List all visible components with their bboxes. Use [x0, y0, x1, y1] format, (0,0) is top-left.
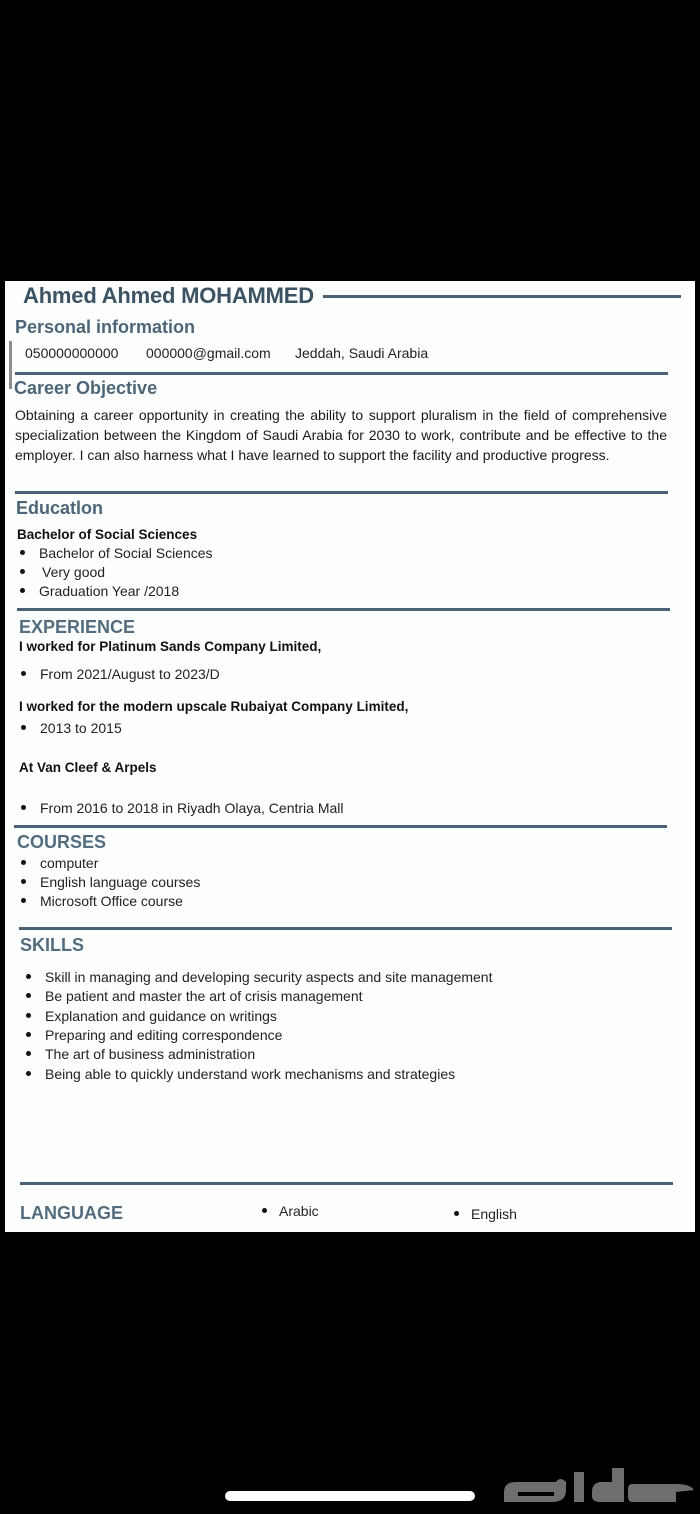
- education-item: [20, 545, 213, 561]
- skill-item: [26, 988, 363, 1004]
- personal-info-heading: Personal information: [15, 317, 196, 337]
- job-detail-text: From 2016 to 2018 in Riyadh Olaya, Centria Mall: [40, 800, 344, 816]
- course-item-text: computer: [40, 855, 99, 871]
- education-item-text: Very good: [42, 564, 106, 580]
- education-heading: Educatlon: [16, 498, 104, 518]
- section-divider: [17, 608, 670, 611]
- education-degree: Bachelor of Social Sciences: [17, 527, 198, 542]
- career-objective-heading: Career Objective: [14, 378, 158, 398]
- job-title: At Van Cleef & Arpels: [19, 760, 157, 775]
- education-item-text: Graduation Year /2018: [39, 583, 180, 599]
- job-title: I worked for Platinum Sands Company Limited,: [19, 639, 322, 654]
- skill-item-text: Preparing and editing correspondence: [45, 1027, 283, 1043]
- course-item-text: Microsoft Office course: [40, 893, 183, 909]
- course-item: [21, 874, 200, 890]
- skill-item: [26, 1066, 455, 1082]
- skill-item: [26, 969, 493, 985]
- skill-item: [26, 1046, 255, 1062]
- bullet-icon: [454, 1211, 459, 1216]
- skill-item: [26, 1008, 277, 1024]
- bullet-icon: [26, 1051, 31, 1056]
- courses-heading: COURSES: [17, 832, 107, 852]
- course-item: [21, 893, 183, 909]
- logo-shape-1: [504, 1479, 566, 1502]
- language-heading: LANGUAGE: [20, 1203, 123, 1223]
- course-item: [21, 855, 98, 871]
- skill-item-text: Be patient and master the art of crisis management: [45, 988, 363, 1004]
- job-detail: [21, 666, 220, 682]
- candidate-name: Ahmed Ahmed MOHAMMED: [23, 283, 314, 308]
- skill-item-text: Skill in managing and developing security aspects and site management: [45, 969, 493, 985]
- bullet-icon: [21, 860, 26, 865]
- section-divider: [14, 825, 667, 828]
- bullet-icon: [26, 974, 31, 979]
- language-item: [454, 1206, 517, 1222]
- job-detail-text: 2013 to 2015: [40, 720, 122, 736]
- bullet-icon: [20, 569, 25, 574]
- bullet-icon: [20, 588, 25, 593]
- haraj-logo: [500, 1462, 696, 1508]
- education-item: [20, 564, 105, 580]
- language-item-text: Arabic: [279, 1203, 319, 1219]
- bullet-icon: [21, 879, 26, 884]
- home-indicator[interactable]: [225, 1491, 475, 1501]
- bullet-icon: [26, 1032, 31, 1037]
- bullet-icon: [21, 805, 26, 810]
- bullet-icon: [20, 550, 25, 555]
- career-objective-text: Obtaining a career opportunity in creating the ability to support pluralism in the field of comprehensive specialization between the Kingdom of Saudi Arabia for 2030 to work, contribute and be effective to the employer. I can also harness what I have learned to support the facility and productive progress.: [15, 407, 667, 463]
- skill-item: [26, 1027, 282, 1043]
- job-detail: [21, 800, 343, 816]
- job-detail: [21, 720, 122, 736]
- bullet-icon: [21, 725, 26, 730]
- job-detail-text: From 2021/August to 2023/D: [40, 666, 220, 682]
- bullet-icon: [21, 898, 26, 903]
- bullet-icon: [21, 671, 26, 676]
- contact-phone: 050000000000: [25, 345, 119, 361]
- bullet-icon: [26, 1013, 31, 1018]
- skill-item-text: Being able to quickly understand work mechanisms and strategies: [45, 1066, 456, 1082]
- course-item-text: English language courses: [40, 874, 201, 890]
- section-divider: [20, 1182, 673, 1185]
- logo-shape-2: [574, 1472, 584, 1502]
- section-divider: [19, 927, 672, 930]
- education-item-text: Bachelor of Social Sciences: [39, 545, 213, 561]
- language-item: [262, 1203, 319, 1219]
- scroll-marker: [9, 341, 12, 389]
- contact-email: 000000@gmail.com: [146, 345, 271, 361]
- bullet-icon: [262, 1208, 267, 1213]
- job-title: I worked for the modern upscale Rubaiyat Company Limited,: [19, 699, 409, 714]
- language-item-text: English: [471, 1206, 517, 1222]
- skill-item-text: Explanation and guidance on writings: [45, 1008, 277, 1024]
- bullet-icon: [26, 1071, 31, 1076]
- logo-shape-4: [628, 1484, 694, 1502]
- skills-heading: SKILLS: [20, 935, 85, 955]
- section-divider: [15, 372, 668, 375]
- skill-item-text: The art of business administration: [45, 1046, 256, 1062]
- experience-heading: EXPERIENCE: [19, 617, 136, 637]
- resume-document: [5, 281, 695, 1232]
- bullet-icon: [26, 993, 31, 998]
- contact-location: Jeddah, Saudi Arabia: [295, 345, 429, 361]
- logo-shape-3: [592, 1468, 624, 1502]
- section-divider: [15, 491, 668, 494]
- name-divider: [323, 295, 681, 298]
- education-item: [20, 583, 179, 599]
